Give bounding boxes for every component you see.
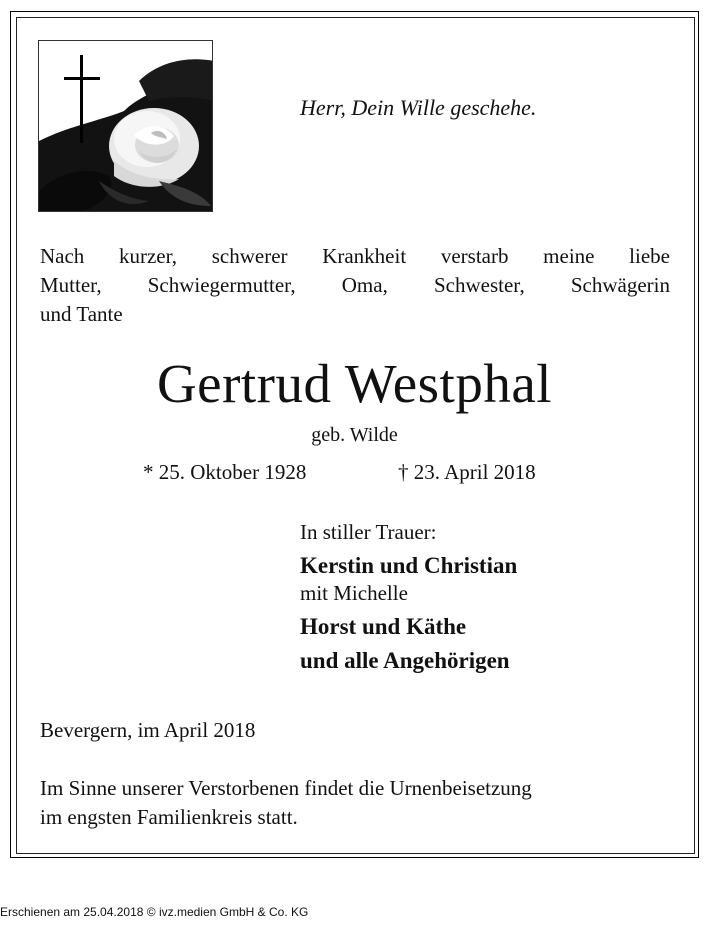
mourner-group: Kerstin und Christian bbox=[300, 553, 518, 578]
burial-notice bbox=[40, 774, 670, 832]
rose-cross-image bbox=[38, 40, 213, 212]
death-date: † 23. April 2018 bbox=[398, 460, 536, 484]
notice-line: Im Sinne unserer Verstorbenen findet die Urnenbeisetzung bbox=[40, 776, 532, 800]
deceased-name: Gertrud Westphal bbox=[156, 353, 553, 414]
cross-icon bbox=[62, 53, 102, 148]
mourner-note: mit Michelle bbox=[300, 581, 408, 605]
notice-line: im engsten Familienkreis statt. bbox=[40, 805, 298, 829]
born-name: geb. Wilde bbox=[311, 424, 398, 446]
mourners-block bbox=[300, 520, 680, 674]
mourner-group: und alle Angehörigen bbox=[300, 648, 510, 673]
intro-line: Nach kurzer, schwerer Krankheit verstarb meine liebe bbox=[40, 244, 670, 268]
intro-line: und Tante bbox=[40, 302, 123, 326]
intro-line: Mutter, Schwiegermutter, Oma, Schwester, Schwägerin bbox=[40, 273, 670, 297]
birth-date: * 25. Oktober 1928 bbox=[143, 460, 307, 484]
mourner-group: Horst und Käthe bbox=[300, 614, 467, 639]
publication-footer: Erschienen am 25.04.2018 © ivz.medien GmbH & Co. KG bbox=[0, 905, 309, 919]
intro-text bbox=[40, 242, 670, 329]
mourners-heading: In stiller Trauer: bbox=[300, 520, 437, 544]
motto: Herr, Dein Wille geschehe. bbox=[300, 95, 537, 120]
place-date: Bevergern, im April 2018 bbox=[40, 718, 256, 742]
